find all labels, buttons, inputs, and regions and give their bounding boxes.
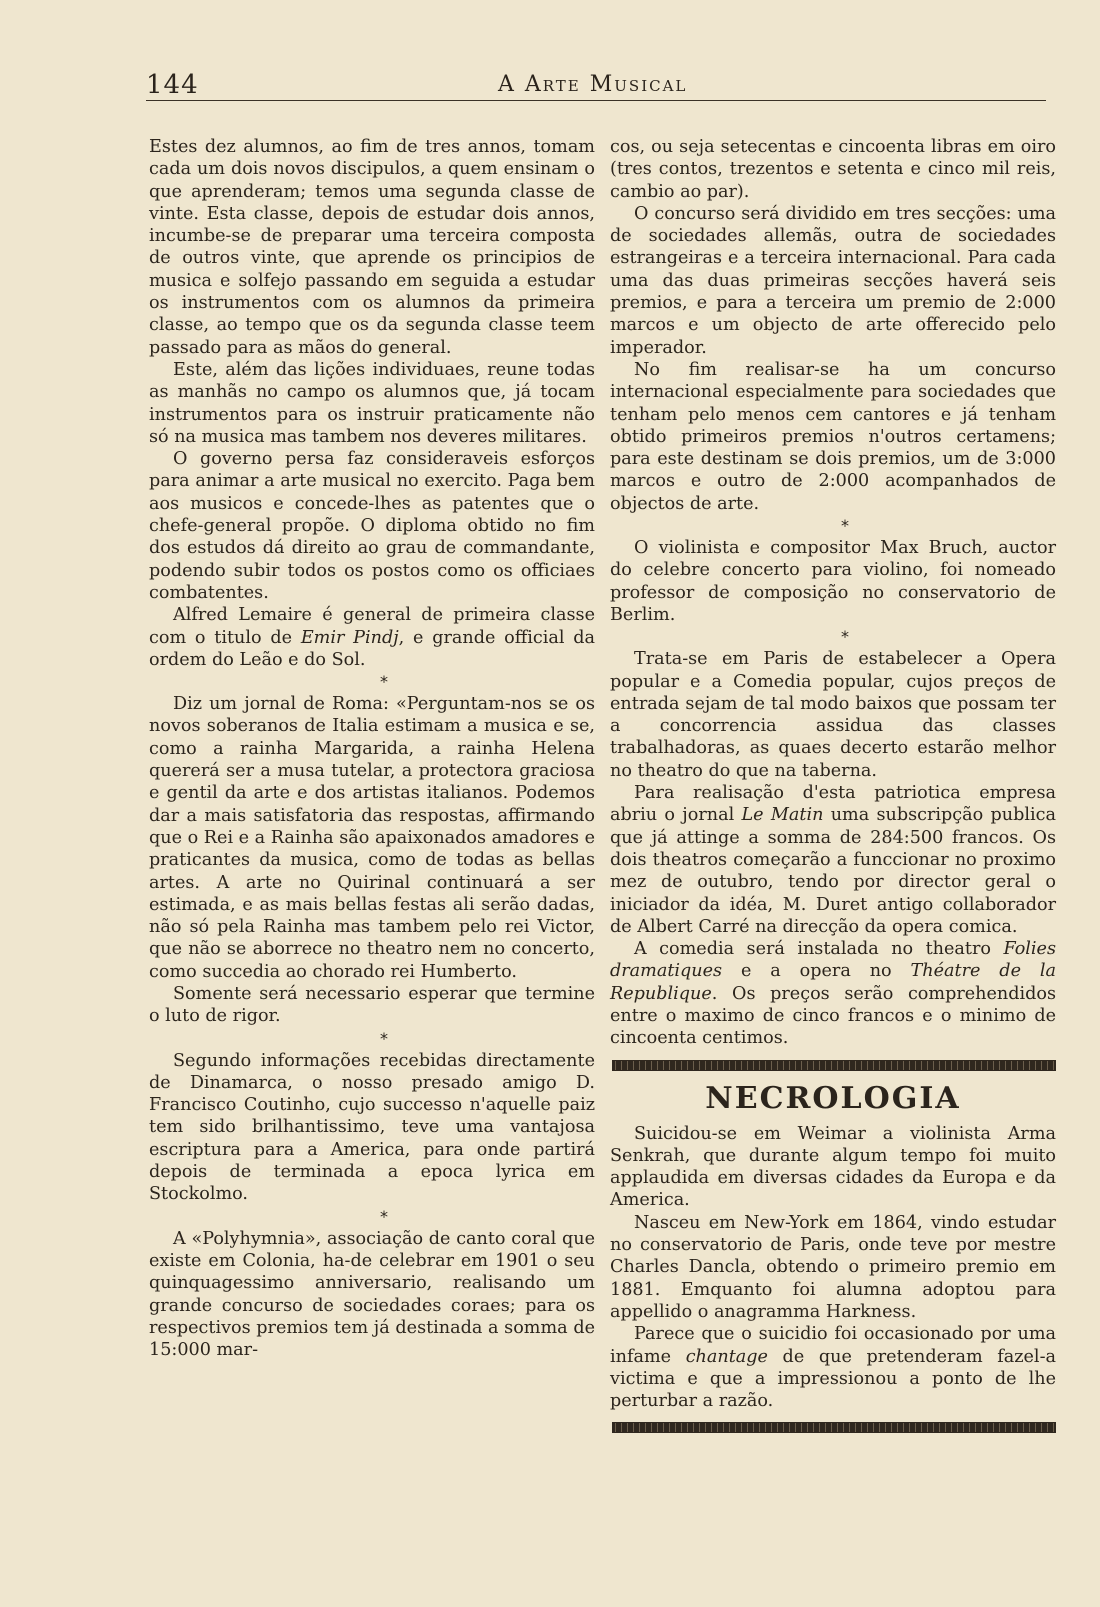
paragraph-max-bruch: O violinista e compositor Max Bruch, auctor do celebre concerto para violino, foi nomeado professor de composição no conservatorio de Berlim. [610,538,1056,625]
left-column [149,136,595,1361]
paragraph-theatres [610,938,1056,1049]
running-title: A Arte Musical [498,72,688,97]
paragraph-mourning: Somente será necessario esperar que termine o luto de rigor. [149,983,595,1027]
paragraph-alfred-lemaire [149,604,595,671]
asterisk-separator: * [380,1206,388,1226]
asterisk-separator: * [841,516,849,536]
paragraph-suicide-cause [610,1323,1056,1412]
matin-text-2: uma subscripção publica que já attinge a somma de 284:500 francos. Os dois theatros começarão a funccionar no proximo mez de outubro, tendo por director geral o iniciador da idéa, M. Duret antigo collaborador de Albert Carré na direcção da opera comica. [610,805,1056,937]
ornamental-rule-bottom [612,1422,1056,1433]
paragraph-coutinho: Segundo informações recebidas directamente de Dinamarca, o nosso presado amigo D. Francisco Coutinho, cujo successo n'aquelle paiz tem sido brilhantissimo, teve uma vantajosa escriptura para a America, para onde partirá depois de terminada a epoca lyrica em Stockolmo. [149,1050,595,1205]
paragraph-ten-pupils: Estes dez alumnos, ao fim de tres annos, tomam cada um dois novos discipulos, a quem ensinam o que aprenderam; temos uma segunda classe de vinte. Esta classe, depois de estudar dois annos, incumbe-se de preparar uma terceira composta de outros vinte, que aprende os principios de musica e solfejo passando em seguida a estudar os instrumentos com os alumnos da primeira classe, ao tempo que os da segunda classe teem passado para as mãos do general. [149,137,595,358]
header-rule [146,100,1046,101]
cause-text-2: de que pretenderam fazel-a victima e que a impressionou a ponto de lhe perturbar a razão. [610,1346,1056,1412]
ornamental-rule-top [612,1060,1056,1071]
right-column [610,136,1056,1443]
cause-text-1: Parece que o suicidio foi occasionado por uma infame [610,1324,1056,1367]
lemaire-text-1: Alfred Lemaire é general de primeira classe com o titulo de [149,605,595,648]
paragraph-morning-lessons: Este, além das lições individuaes, reune todas as manhãs no campo os alumnos que, já tocam instrumentos para os instruir praticamente não só na musica mas tambem nos deveres militares. [149,359,595,447]
paragraph-prize-amount: cos, ou seja setecentas e cincoenta libras em oiro (tres contos, trezentos e setenta e cinco mil reis, cambio ao par). [610,137,1056,202]
theatres-text-3: . Os preços serão comprehendidos entre o maximo de cinco francos e o minimo de cincoenta centimos. [610,983,1056,1049]
page-number: 144 [146,70,199,100]
paragraph-international-contest: No fim realisar-se ha um concurso internacional especialmente para sociedades que tenham pelo menos cem cantores e já tenham obtido primeiros premios n'outros certamens; para este destinam se dois premios, um de 3:000 marcos e outro de 2:000 acompanhados de objectos de arte. [610,359,1056,514]
paragraph-polyhymnia: A «Polyhymnia», associação de canto coral que existe em Colonia, ha-de celebrar em 1901 o seu quinquagessimo anniversario, realisando um grande concurso de sociedades coraes; para os respectivos premios tem já destinada a somma de 15:000 mar- [149,1228,595,1361]
page-header [146,66,1046,102]
paragraph-le-matin [610,782,1056,938]
paragraph-contest-sections: O concurso será dividido em tres secções: uma de sociedades allemãs, outra de sociedades estrangeiras e a terceira internacional. Para cada uma das duas primeiras secções haverá seis premios, e para a terceira um premio de 2:000 marcos e um objecto de arte offerecido pelo imperador. [610,203,1056,358]
lemaire-text-2: , e grande official da ordem do Leão e do Sol. [149,627,596,670]
theatres-text-1: A comedia será instalada no theatro [634,939,1004,960]
asterisk-separator: * [380,672,388,692]
folies-dramatiques-title: Folies dramatiques [610,939,1056,982]
theatre-republique-title: Théatre de la Republique [610,961,1056,1004]
paragraph-persian-government: O governo persa faz consideraveis esforços para animar a arte musical no exercito. Paga bem aos musicos e concede-lhes as patentes que o chefe-general propõe. O diploma obtido no fim dos estudos dá direito ao grau de commandante, podendo subir todos os postos como os officiaes combatentes. [149,449,595,603]
asterisk-separator: * [380,1028,388,1048]
chantage-word: chantage [685,1346,768,1367]
le-matin-title: Le Matin [741,805,824,826]
asterisk-separator: * [841,627,849,647]
theatres-text-2: e a opera no [722,961,911,982]
paragraph-rome-journal: Diz um jornal de Roma: «Perguntam-nos se os novos soberanos de Italia estimam a musica e se, como a rainha Margarida, a rainha Helena quererá ser a musa tutelar, a protectora graciosa e gentil da arte e dos artistas italianos. Podemos dar a mais satisfatoria das respostas, affirmando que o Rei e a Rainha são apaixonados amadores e praticantes da musica, como de todas as bellas artes. A arte no Quirinal continuará a ser estimada, e as mais bellas festas ali serão dadas, não só pela Rainha mas tambem pelo rei Victor, que não se aborrece no theatro nem no concerto, como succedia ao chorado rei Humberto. [149,694,596,982]
matin-text-1: Para realisação d'esta patriotica empresa abriu o jornal [610,783,1056,826]
emir-pindj-title: Emir Pindj [300,627,399,648]
paragraph-popular-opera: Trata-se em Paris de estabelecer a Opera popular e a Comedia popular, cujos preços de entrada sejam de tal modo baixos que possam ter a concorrencia assidua das classes trabalhadoras, as quaes decerto estarão melhor no theatro do que na taberna. [610,649,1056,781]
paragraph-arma-senkrah: Suicidou-se em Weimar a violinista Arma Senkrah, que durante algum tempo foi muito applaudida em diversas cidades da Europa e da America. [610,1123,1056,1211]
necrology-heading: NECROLOGIA [705,1080,961,1116]
paragraph-new-york: Nasceu em New-York em 1864, vindo estudar no conservatorio de Paris, onde teve por mestre Charles Dancla, obtendo o primeiro premio em 1881. Emquanto foi alumna adoptou para appellido o anagramma Harkness. [610,1212,1056,1322]
